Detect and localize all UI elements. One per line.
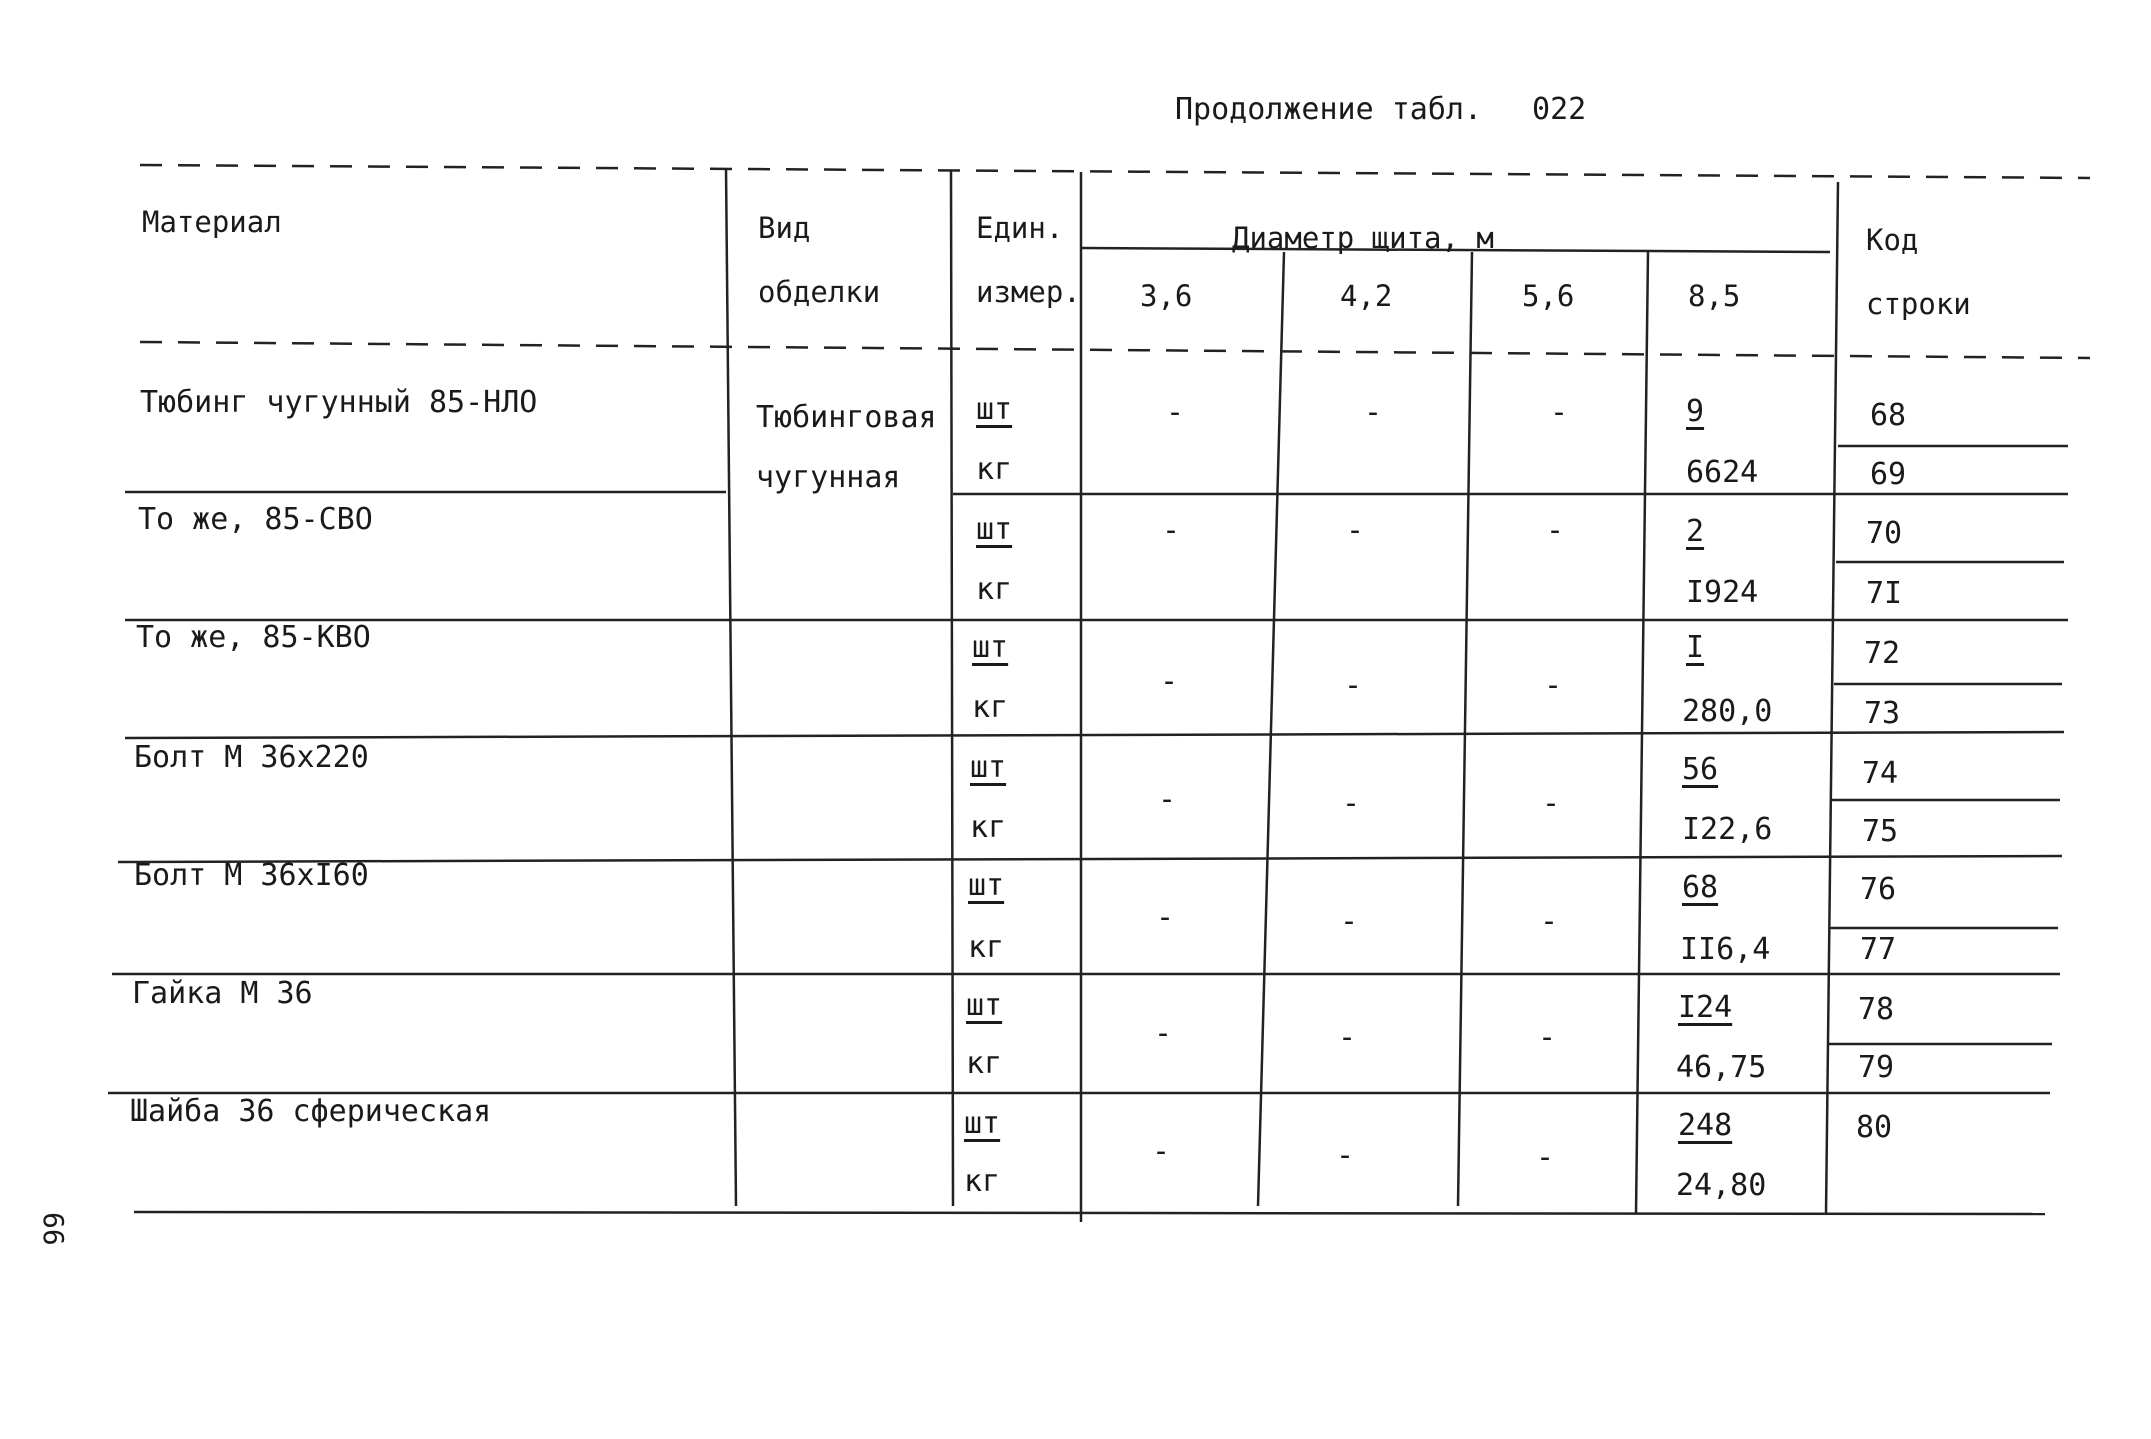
row-code-cell: 72 (1864, 636, 1901, 671)
unit-cell: шт (968, 868, 1005, 903)
row-code-cell: 75 (1862, 814, 1899, 849)
value-cell-d85-pcs: I (1686, 630, 1705, 665)
caption-text: Продолжение табл. (1175, 92, 1483, 127)
value-cell-d85-kg: 24,80 (1676, 1168, 1767, 1203)
value-cell-d56: - (1550, 395, 1569, 430)
material-cell: Гайка М 36 (132, 976, 313, 1011)
unit-cell: кг (970, 810, 1007, 845)
value-cell-d42: - (1336, 1138, 1355, 1173)
value-cell-d85-pcs: 68 (1682, 870, 1719, 905)
value-cell-d85-kg: 46,75 (1676, 1050, 1767, 1085)
row-code-cell: 73 (1864, 696, 1901, 731)
unit-cell: кг (976, 452, 1013, 487)
row-code-cell: 80 (1856, 1110, 1893, 1145)
material-cell: Тюбинг чугунный 85-НЛО (140, 385, 538, 420)
page-number: 66 (37, 1212, 70, 1246)
unit-cell: кг (964, 1164, 1001, 1199)
header-diameter-group: Диаметр щита, м (1232, 221, 1494, 255)
header-diameter-42: 4,2 (1340, 279, 1393, 313)
value-cell-d42: - (1346, 513, 1365, 548)
value-cell-d56: - (1546, 513, 1565, 548)
row-code-cell: 79 (1858, 1050, 1895, 1085)
unit-cell: шт (964, 1106, 1001, 1141)
row-code-cell: 76 (1860, 872, 1897, 907)
header-diameter-36: 3,6 (1140, 279, 1193, 313)
col-rule-d42 (1258, 252, 1284, 1206)
value-cell-d42: - (1344, 668, 1363, 703)
row-code-cell: 68 (1870, 398, 1907, 433)
value-cell-d56: - (1536, 1140, 1555, 1175)
col-rule-lining (726, 168, 736, 1206)
value-cell-d85-kg: 6624 (1686, 455, 1759, 490)
unit-cell: шт (966, 988, 1003, 1023)
col-rule-code (1826, 182, 1838, 1214)
value-cell-d36: - (1152, 1134, 1171, 1169)
unit-cell: кг (966, 1046, 1003, 1081)
header-top-rule (140, 165, 2090, 178)
row-code-cell: 70 (1866, 516, 1903, 551)
lining-type-value: Тюбинговая чугунная (756, 400, 937, 495)
value-cell-d56: - (1538, 1020, 1557, 1055)
value-cell-d36: - (1162, 513, 1181, 548)
material-cell: Болт М 36х220 (134, 740, 369, 775)
value-cell-d85-kg: II6,4 (1680, 932, 1771, 967)
value-cell-d42: - (1364, 395, 1383, 430)
value-cell-d85-kg: 280,0 (1682, 694, 1773, 729)
row-code-cell: 69 (1870, 457, 1907, 492)
value-cell-d42: - (1338, 1020, 1357, 1055)
unit-cell: кг (972, 690, 1009, 725)
col-rule-unit (951, 170, 953, 1206)
material-cell: То же, 85-СВО (138, 502, 373, 537)
row-code-cell: 74 (1862, 756, 1899, 791)
col-rule-d56 (1458, 252, 1472, 1206)
table-bottom-rule (134, 1212, 2045, 1214)
header-diameter-56: 5,6 (1522, 279, 1575, 313)
material-cell: То же, 85-КВО (136, 620, 371, 655)
material-cell: Шайба 36 сферическая (130, 1094, 492, 1129)
row-code-cell: 78 (1858, 992, 1895, 1027)
value-cell-d36: - (1158, 782, 1177, 817)
value-cell-d36: - (1156, 900, 1175, 935)
header-unit: Един. измер. (976, 211, 1081, 309)
value-cell-d85-pcs: 248 (1678, 1108, 1733, 1143)
value-cell-d42: - (1340, 904, 1359, 939)
value-cell-d85-pcs: 2 (1686, 514, 1705, 549)
value-cell-d56: - (1544, 668, 1563, 703)
value-cell-d56: - (1542, 786, 1561, 821)
value-cell-d85-pcs: 9 (1686, 394, 1705, 429)
material-cell: Болт М 36хI60 (134, 858, 369, 893)
row-code-cell: 7I (1866, 576, 1903, 611)
unit-cell: кг (976, 572, 1013, 607)
unit-cell: кг (968, 930, 1005, 965)
row-code-cell: 77 (1860, 932, 1897, 967)
value-cell-d36: - (1166, 395, 1185, 430)
unit-cell: шт (976, 392, 1013, 427)
value-cell-d56: - (1540, 904, 1559, 939)
table-number: 022 (1532, 92, 1587, 127)
header-material: Материал (142, 205, 282, 239)
unit-cell: шт (972, 630, 1009, 665)
header-row-code: Код строки (1866, 223, 1971, 321)
value-cell-d85-pcs: I24 (1678, 990, 1733, 1025)
header-lining-type: Вид обделки (758, 211, 881, 309)
unit-cell: шт (976, 512, 1013, 547)
value-cell-d42: - (1342, 786, 1361, 821)
value-cell-d85-kg: I924 (1686, 575, 1759, 610)
unit-cell: шт (970, 750, 1007, 785)
value-cell-d36: - (1160, 664, 1179, 699)
value-cell-d85-kg: I22,6 (1682, 812, 1773, 847)
header-diameter-85: 8,5 (1688, 279, 1741, 313)
value-cell-d85-pcs: 56 (1682, 752, 1719, 787)
value-cell-d36: - (1154, 1016, 1173, 1051)
header-bottom-rule (140, 342, 2090, 358)
